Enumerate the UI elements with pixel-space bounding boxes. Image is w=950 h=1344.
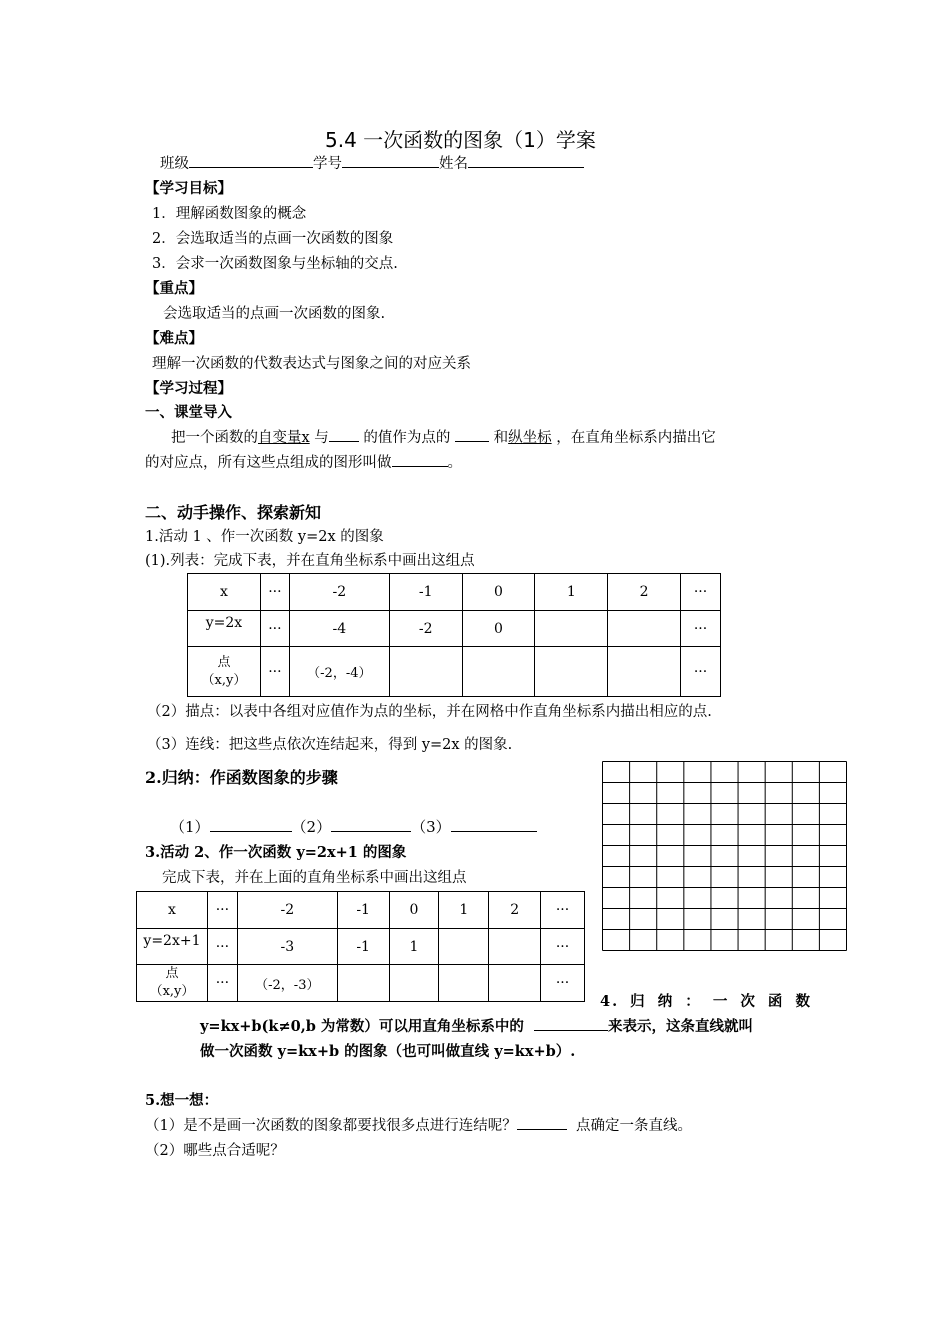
activity2-heading: 3.活动 2、作一次函数 y=2x+1 的图象 (145, 844, 407, 861)
step3-text: （3）连线：把这些点依次连结起来，得到 y=2x 的图象. (147, 737, 513, 753)
difficulty-text: 理解一次函数的代数表达式与图象之间的对应关系 (152, 356, 471, 372)
summary4-blank[interactable] (534, 1015, 608, 1031)
key-point-heading: 【重点】 (145, 280, 203, 297)
think-q2: （2）哪些点合适呢？ (145, 1143, 285, 1159)
goal-item-3: 3．会求一次函数图象与坐标轴的交点. (152, 256, 398, 272)
table-row: x ··· -2 -1 0 1 2 ··· (188, 574, 721, 611)
name-label: 姓名 (439, 156, 468, 172)
table-input-cell[interactable] (439, 965, 489, 1002)
table-input-cell[interactable] (462, 647, 535, 697)
activity1-title: 1.活动 1 、作一次函数 y=2x 的图象 (145, 529, 384, 545)
summary4-line2: y=kx+b(k≠0,b 为常数）可以用直角坐标系中的 来表示，这条直线就叫 (200, 1015, 753, 1036)
table-y-2x-plus-1 (136, 891, 585, 1002)
intro-line-2: 的对应点，所有这些点组成的图形叫做 。 (145, 451, 462, 472)
process-heading: 【学习过程】 (145, 380, 232, 397)
summary4-line1: 4. 归 纳 ： 一 次 函 数 (600, 993, 812, 1010)
table-input-cell[interactable] (489, 929, 541, 965)
table-input-cell[interactable] (337, 965, 389, 1002)
class-blank[interactable] (189, 152, 313, 168)
table-input-cell[interactable] (608, 611, 681, 647)
goal-item-2: 2．会选取适当的点画一次函数的图象 (152, 231, 394, 247)
table-row: y=2x+1 ··· -3 -1 1 ··· (137, 929, 585, 965)
student-id-label: 学号 (313, 156, 342, 172)
section2-heading: 二、动手操作、探索新知 (145, 503, 322, 522)
think-blank[interactable] (517, 1114, 567, 1130)
goal-item-1: 1．理解函数图象的概念 (152, 206, 307, 222)
think-q1: （1）是不是画一次函数的图象都要找很多点进行连结呢？ 点确定一条直线。 (145, 1114, 692, 1135)
intro-blank-3[interactable] (392, 451, 448, 467)
intro-heading: 一、课堂导入 (145, 404, 232, 421)
list-step-text: (1).列表：完成下表，并在直角坐标系中画出这组点 (145, 553, 475, 569)
intro-underline-ordinate: 纵坐标 (508, 430, 552, 446)
goals-heading: 【学习目标】 (145, 180, 232, 197)
table-row: 点 （x,y） ··· （-2，-3） ··· (137, 965, 585, 1002)
step2-text: （2）描点：以表中各组对应值作为点的坐标，并在网格中作直角坐标系内描出相应的点. (147, 704, 712, 720)
table-row: y=2x ··· -4 -2 0 ··· (188, 611, 721, 647)
summary4-line3: 做一次函数 y=kx+b 的图象（也可叫做直线 y=kx+b）. (200, 1043, 576, 1060)
intro-underline-independent-var: 自变量x (258, 430, 310, 446)
table-input-cell[interactable] (389, 965, 439, 1002)
step-blank-1[interactable] (210, 816, 292, 832)
difficulty-heading: 【难点】 (145, 330, 203, 347)
think-heading: 5.想一想： (145, 1092, 219, 1109)
table-input-cell[interactable] (439, 929, 489, 965)
intro-blank-2[interactable] (455, 426, 489, 442)
student-id-blank[interactable] (342, 152, 439, 168)
summary2-heading: 2.归纳：作函数图象的步骤 (145, 768, 338, 787)
key-point-text: 会选取适当的点画一次函数的图象. (163, 306, 386, 322)
table-input-cell[interactable] (535, 611, 608, 647)
step-blank-3[interactable] (451, 816, 537, 832)
coordinate-grid[interactable] (602, 761, 847, 952)
intro-line-1: 把一个函数的自变量x 与 的值作为点的 和纵坐标 ，在直角坐标系内描出它 (171, 426, 716, 447)
table-y-2x (187, 573, 721, 697)
table-row: 点 （x,y） ··· （-2，-4） ··· (188, 647, 721, 697)
intro-blank-1[interactable] (329, 426, 359, 442)
table-input-cell[interactable] (389, 647, 462, 697)
table-row: x ··· -2 -1 0 1 2 ··· (137, 892, 585, 929)
activity2-instruction: 完成下表，并在上面的直角坐标系中画出这组点 (162, 870, 467, 886)
table-input-cell[interactable] (535, 647, 608, 697)
table-input-cell[interactable] (489, 965, 541, 1002)
summary2-steps: （1） （2） （3） (170, 816, 537, 837)
class-label: 班级 (160, 156, 189, 172)
step-blank-2[interactable] (331, 816, 411, 832)
student-info-line (160, 152, 584, 173)
name-blank[interactable] (468, 152, 584, 168)
page-title: 5.4 一次函数的图象（1）学案 (325, 128, 596, 152)
table-input-cell[interactable] (608, 647, 681, 697)
